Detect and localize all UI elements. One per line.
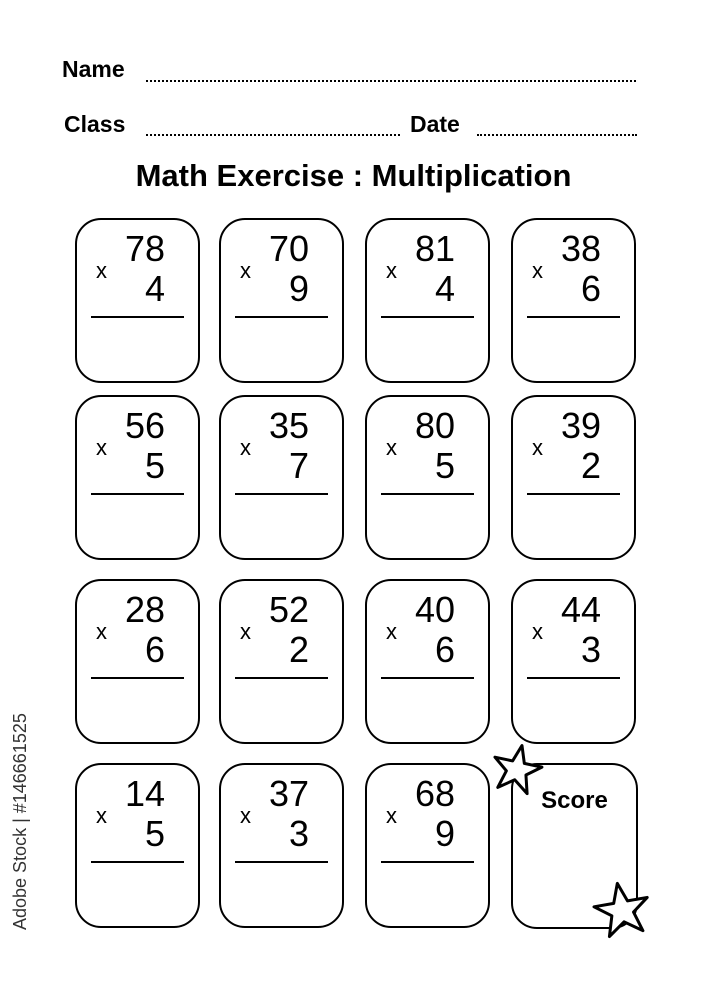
- answer-rule: [235, 493, 328, 495]
- multiplicand: 81: [414, 228, 455, 269]
- multiply-sign: x: [240, 619, 251, 644]
- answer-rule: [381, 493, 474, 495]
- problem-card[interactable]: [75, 579, 200, 744]
- problem-card[interactable]: [219, 579, 344, 744]
- class-field-line[interactable]: [146, 134, 400, 136]
- multiplicand: 37: [268, 773, 309, 814]
- multiply-sign: x: [386, 435, 397, 460]
- multiplicand: 68: [414, 773, 455, 814]
- multiplicand: 56: [124, 405, 165, 446]
- multiplier: 5: [144, 813, 165, 854]
- score-label: Score: [541, 787, 608, 814]
- multiply-sign: x: [532, 258, 543, 283]
- name-label: Name: [62, 56, 125, 82]
- problem-card[interactable]: [365, 763, 490, 928]
- answer-rule: [235, 861, 328, 863]
- multiplier: 2: [580, 445, 601, 486]
- answer-rule: [527, 316, 620, 318]
- multiplicand: 35: [268, 405, 309, 446]
- multiply-sign: x: [96, 258, 107, 283]
- problem-card[interactable]: [511, 579, 636, 744]
- date-field-line[interactable]: [477, 134, 637, 136]
- multiplier: 3: [288, 813, 309, 854]
- problem-card[interactable]: [365, 579, 490, 744]
- multiplicand: 52: [268, 589, 309, 630]
- multiply-sign: x: [386, 619, 397, 644]
- multiplicand: 14: [124, 773, 165, 814]
- problem-card[interactable]: [365, 218, 490, 383]
- multiplicand: 38: [560, 228, 601, 269]
- multiplicand: 39: [560, 405, 601, 446]
- multiply-sign: x: [240, 435, 251, 460]
- multiply-sign: x: [240, 258, 251, 283]
- multiplicand: 40: [414, 589, 455, 630]
- multiplier: 4: [144, 268, 165, 309]
- multiply-sign: x: [386, 803, 397, 828]
- date-label: Date: [410, 111, 460, 137]
- multiplier: 2: [288, 629, 309, 670]
- multiplicand: 78: [124, 228, 165, 269]
- multiplier: 5: [144, 445, 165, 486]
- problem-card[interactable]: [75, 395, 200, 560]
- name-field-line[interactable]: [146, 80, 636, 82]
- multiplier: 6: [434, 629, 455, 670]
- answer-rule: [527, 677, 620, 679]
- multiply-sign: x: [386, 258, 397, 283]
- multiplier: 6: [580, 268, 601, 309]
- answer-rule: [91, 493, 184, 495]
- problem-card[interactable]: [511, 395, 636, 560]
- multiplicand: 44: [560, 589, 601, 630]
- answer-rule: [91, 677, 184, 679]
- answer-rule: [235, 316, 328, 318]
- answer-rule: [527, 493, 620, 495]
- class-label: Class: [64, 111, 126, 137]
- problem-card[interactable]: [75, 218, 200, 383]
- problem-card[interactable]: [219, 395, 344, 560]
- multiplicand: 70: [268, 228, 309, 269]
- star-icon: [592, 880, 652, 940]
- answer-rule: [235, 677, 328, 679]
- answer-rule: [91, 316, 184, 318]
- multiply-sign: x: [240, 803, 251, 828]
- star-icon: [490, 742, 544, 796]
- multiply-sign: x: [96, 619, 107, 644]
- problem-card[interactable]: [365, 395, 490, 560]
- multiplier: 3: [580, 629, 601, 670]
- multiplier: 4: [434, 268, 455, 309]
- problem-card[interactable]: [219, 218, 344, 383]
- multiply-sign: x: [532, 619, 543, 644]
- multiplier: 9: [288, 268, 309, 309]
- problem-card[interactable]: [511, 218, 636, 383]
- multiply-sign: x: [532, 435, 543, 460]
- multiply-sign: x: [96, 435, 107, 460]
- multiplier: 7: [288, 445, 309, 486]
- answer-rule: [381, 316, 474, 318]
- multiply-sign: x: [96, 803, 107, 828]
- answer-rule: [91, 861, 184, 863]
- page-title: Math Exercise : Multiplication: [135, 158, 572, 193]
- problem-card[interactable]: [219, 763, 344, 928]
- multiplicand: 80: [414, 405, 455, 446]
- multiplier: 5: [434, 445, 455, 486]
- multiplicand: 28: [124, 589, 165, 630]
- multiplier: 6: [144, 629, 165, 670]
- multiplier: 9: [434, 813, 455, 854]
- answer-rule: [381, 677, 474, 679]
- answer-rule: [381, 861, 474, 863]
- problem-card[interactable]: [75, 763, 200, 928]
- stock-watermark: Adobe Stock | #146661525: [10, 713, 30, 930]
